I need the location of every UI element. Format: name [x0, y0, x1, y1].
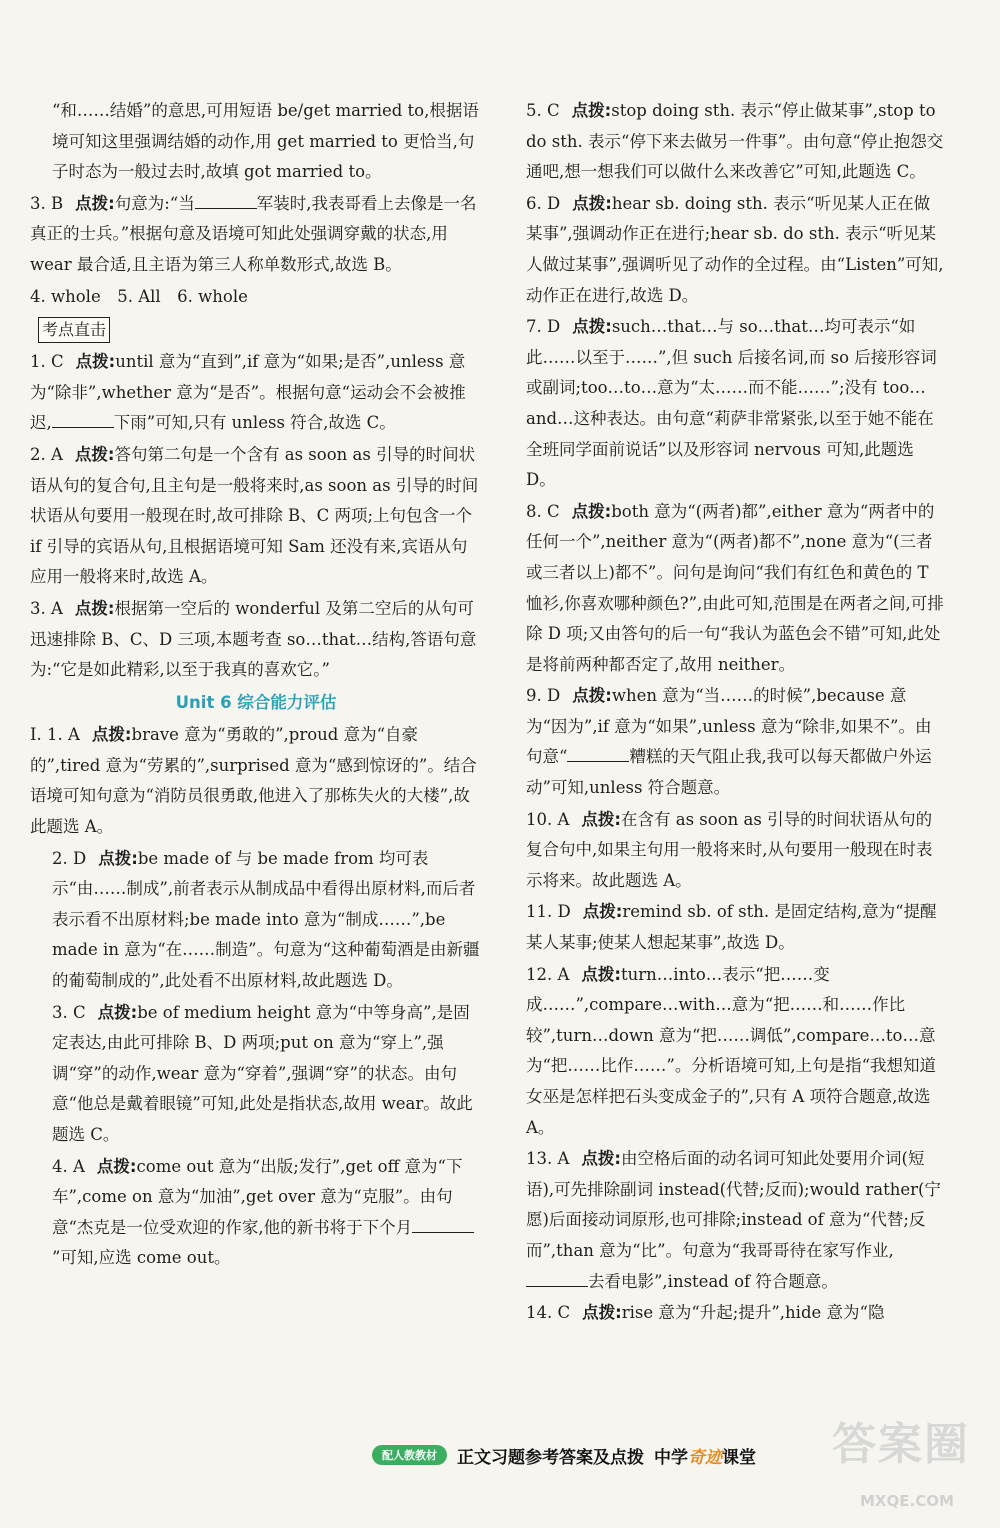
unit-answer-4: [30, 1152, 482, 1274]
answer-number: 1. C: [30, 352, 64, 372]
answer-number: 12. A: [526, 964, 570, 984]
answer-text: turn…into…表示“把……变成……”,compare…with…意为“把……和……作比较”,turn…down 意为“把……调低”,compare…to…意为“把……比作……”。分析语境可知,上句是指“我想知道女巫是怎样把石头变成金子的”,只有 A 项符合题意,故选 A。: [526, 964, 937, 1137]
answer-number: 4. A: [52, 1156, 85, 1176]
answer-number: Ⅰ. 1. A: [30, 725, 80, 745]
hint-label: 点拨:: [91, 725, 132, 745]
answer-number: 7. D: [526, 317, 561, 337]
answer-number: 11. D: [526, 902, 571, 922]
left-column: [30, 96, 482, 1275]
answer-number: 9. D: [526, 686, 561, 706]
answer-text: be of medium height 意为“中等身高”,是固定表达,由此可排除 B、D 两项;put on 意为“穿上”,强调“穿”的动作,wear 意为“穿着”,强调“穿”的状态。由句意“他总是戴着眼镜”可知,此处是指状态,故用 wear。故此题选 C。: [52, 1002, 473, 1144]
hint-label: 点拨:: [97, 1002, 138, 1022]
footer-brand: [654, 1443, 756, 1468]
answer-text: come out 意为“出版;发行”,get off 意为“下车”,come on 意为“加油”,get over 意为“克服”。由句意“杰克是一位受欢迎的作家,他的新书将于下个月: [52, 1156, 463, 1237]
answer-text: 答句第二句是一个含有 as soon as 引导的时间状语从句的复合句,且主句是一般将来时,as soon as 引导的时间状语从句要用一般现在时,故可排除 B、C 两项;上句包含一个 if 引导的宾语从句,且根据语境可知 Sam 还没有来,宾语从句应用一般将来时,故选 A。: [30, 444, 479, 587]
unit-answer-8: [526, 497, 946, 681]
unit-answer-7: [526, 312, 946, 496]
answer-text: rise 意为“升起;提升”,hide 意为“隐: [621, 1303, 885, 1323]
watermark-text: 答案圈: [832, 1419, 970, 1470]
textbook-badge: 配人教教材: [372, 1445, 447, 1465]
brand-accent: 奇迹: [688, 1447, 722, 1468]
hint-label: 点拨:: [581, 809, 622, 829]
hint-label: 点拨:: [75, 193, 115, 213]
answer-text: 军装时,我表哥看上去像是一名真正的士兵。”根据句意及语境可知此处强调穿戴的状态,用 wear 最合适,且主语为第三人称单数形式,故选 B。: [30, 193, 477, 274]
hint-label: 点拨:: [582, 902, 623, 922]
unit-answer-12: [526, 960, 946, 1144]
answer-number: 13. A: [526, 1149, 570, 1169]
answer-text: 4. whole 5. All 6. whole: [30, 286, 248, 306]
answer-number: 3. A: [30, 598, 63, 618]
answer-number: 6. D: [526, 193, 561, 213]
kaodian-answer-3: [30, 594, 482, 686]
hint-label: 点拨:: [75, 352, 116, 372]
answer-text: hear sb. doing sth. 表示“听见某人正在做某事”,强调动作正在进行;hear sb. do sth. 表示“听见某人做过某事”,强调听见了动作的全过程。由“Listen”可知,动作正在进行,故选 D。: [526, 193, 944, 305]
unit-answer-5: [526, 96, 946, 188]
hint-label: 点拨:: [572, 193, 612, 213]
kaodian-answer-2: [30, 440, 482, 593]
unit-answer-10: [526, 805, 946, 897]
brand-text: 中学: [654, 1447, 688, 1468]
hint-label: 点拨:: [571, 101, 612, 120]
answer-text: such…that…与 so…that…均可表示“如此……以至于……”,但 such 后接名词,而 so 后接形容词或副词;too…to…意为“太……而不能……”;没有 too…and…这种表达。由句意“莉萨非常紧张,以至于她不能在全班同学面前说话”以及形容词 nervous 可知,此题选 D。: [526, 317, 937, 490]
answer-number: 2. A: [30, 444, 63, 464]
brand-text: 课堂: [722, 1447, 756, 1468]
hint-label: 点拨:: [582, 1303, 622, 1323]
unit-answer-6: [526, 189, 946, 311]
answer-text: 下雨”可知,只有 unless 符合,故选 C。: [113, 413, 396, 433]
answers-4-6: [30, 282, 482, 313]
answer-text: remind sb. of sth. 是固定结构,意为“提醒某人某事;使某人想起某事”,故选 D。: [526, 902, 937, 953]
answer-text: 根据第一空后的 wonderful 及第二空后的从句可迅速排除 B、C、D 三项,本题考查 so…that…结构,答语句意为:“它是如此精彩,以至于我真的喜欢它。”: [30, 598, 477, 680]
answer-text: 去看电影”,instead of 符合题意。: [588, 1271, 838, 1291]
footer-title: 正文习题参考答案及点拨: [457, 1447, 644, 1468]
unit-answer-13: [526, 1144, 946, 1297]
hint-label: 点拨:: [572, 686, 612, 706]
blank-line: [526, 1272, 588, 1287]
answer-text: 由空格后面的动名词可知此处要用介词(短语),可先排除副词 instead(代替;反而);would rather(宁愿)后面接动词原形,也可排除;instead of 意为“代替;反而”,than 意为“比”。句意为“我哥哥待在家写作业,: [526, 1149, 941, 1260]
answer-number: 2. D: [52, 848, 87, 868]
hint-label: 点拨:: [98, 848, 138, 868]
hint-label: 点拨:: [96, 1156, 137, 1176]
answer-number: 5. C: [526, 101, 560, 120]
answer-3: [30, 189, 482, 281]
right-column: [526, 96, 946, 1330]
answer-text: be made of 与 be made from 均可表示“由……制成”,前者表示从制成品中看得出原材料,而后者表示看不出原材料;be made into 意为“制成……”,be made in 意为“在……制造”。句意为“这种葡萄酒是由新疆的葡萄制成的”,此处看不出原材料,故此题选 D。: [52, 848, 480, 991]
watermark-logo: [832, 1412, 992, 1522]
answer-text: ”可知,应选 come out。: [52, 1248, 231, 1268]
unit-answer-9: [526, 681, 946, 803]
blank-line: [52, 413, 114, 428]
blank-line: [567, 747, 629, 762]
answer-number: 10. A: [526, 809, 570, 829]
intro-text: “和……结婚”的意思,可用短语 be/get married to,根据语境可知这里强调结婚的动作,用 get married to 更恰当,句子时态为一般过去时,故填 got married to。: [52, 101, 479, 182]
answer-text: brave 意为“勇敢的”,proud 意为“自豪的”,tired 意为“劳累的”,surprised 意为“感到惊讶的”。结合语境可知句意为“消防员很勇敢,他进入了那栋失火的大楼”,故此题选 A。: [30, 725, 477, 837]
answer-text: when 意为“当……的时候”,because 意为“因为”,if 意为“如果”,unless 意为“除非,如果不”。由句意“: [526, 686, 932, 767]
unit-answer-3: [30, 998, 482, 1151]
answer-number: 8. C: [526, 501, 560, 521]
unit-answer-1: [30, 720, 482, 842]
blank-line: [195, 194, 257, 209]
section-title: 考点直击: [38, 317, 110, 343]
unit-answer-14: [526, 1298, 946, 1329]
unit-answer-2: [30, 844, 482, 997]
answer-text: 在含有 as soon as 引导的时间状语从句的复合句中,如果主句用一般将来时,从句要用一般现在时表示将来。故此题选 A。: [526, 809, 933, 890]
answer-text: until 意为“直到”,if 意为“如果;是否”,unless 意为“除非”,whether 意为“是否”。根据句意“运动会不会被推迟,: [30, 352, 466, 433]
blank-line: [412, 1218, 474, 1233]
intro-paragraph: [30, 96, 482, 188]
unit-title: Unit 6 综合能力评估: [175, 692, 337, 712]
answer-number: 3. C: [52, 1002, 86, 1022]
answer-text: 糟糕的天气阻止我,我可以每天都做户外运动”可知,unless 符合题意。: [526, 747, 932, 798]
hint-label: 点拨:: [581, 964, 622, 984]
kaodian-answer-1: [30, 347, 482, 439]
answer-text: stop doing sth. 表示“停止做某事”,stop to do sth. 表示“停下来去做另一件事”。由句意“停止抱怨交通吧,想一想我们可以做什么来改善它”可知,此题选 C。: [526, 101, 944, 182]
hint-label: 点拨:: [572, 317, 612, 337]
section-header: [30, 313, 482, 347]
answer-text: both 意为“(两者)都”,either 意为“两者中的任何一个”,neither 意为“(两者)都不”,none 意为“(三者或三者以上)都不”。问句是询问“我们有红色和黄色的 T 恤衫,你喜欢哪种颜色?”,由此可知,范围是在两者之间,可排除 D 项;又由答句的后一句“我认为蓝色会不错”可知,此处是将前两种都否定了,故用 neither。: [526, 501, 944, 674]
unit-answer-11: [526, 897, 946, 958]
hint-label: 点拨:: [571, 501, 612, 521]
answer-number: 3. B: [30, 193, 64, 213]
watermark-url: MXQE.COM: [860, 1492, 954, 1510]
hint-label: 点拨:: [74, 598, 115, 618]
answer-text: 句意为:“当: [114, 193, 195, 213]
hint-label: 点拨:: [74, 444, 115, 464]
answer-number: 14. C: [526, 1303, 571, 1323]
hint-label: 点拨:: [581, 1149, 622, 1169]
